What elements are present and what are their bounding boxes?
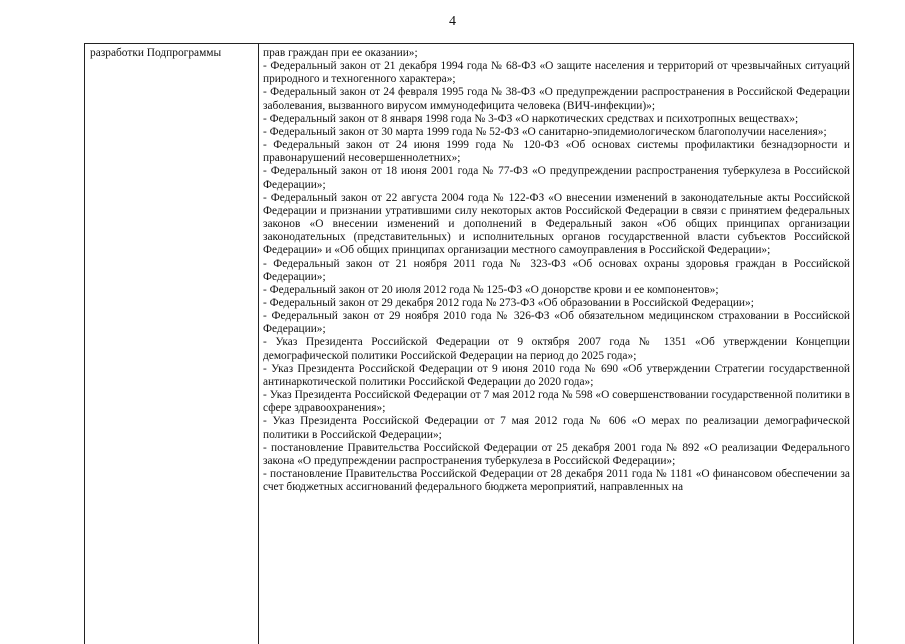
list-item: - Федеральный закон от 21 ноября 2011 года № 323-ФЗ «Об основах охраны здоровья граждан в Российской Федерации»; [263, 257, 850, 283]
list-item: - Указ Президента Российской Федерации от 7 мая 2012 года № 606 «О мерах по реализации демографической политики в Российской Федерации»; [263, 415, 850, 441]
list-item: - Федеральный закон от 8 января 1998 года № 3-ФЗ «О наркотических средствах и психотропных веществах»; [263, 112, 799, 125]
list-item: - Указ Президента Российской Федерации от 9 октября 2007 года № 1351 «Об утверждении Концепции демографической политики Российской Федерации на период до 2025 года»; [263, 336, 850, 362]
list-item: - Федеральный закон от 22 августа 2004 года № 122-ФЗ «О внесении изменений в законодательные акты Российской Федерации и признании утратившими силу некоторых актов Российской Федерации в связи с принятием федеральных законов «О внесении изменений и дополнений в Федеральный закон «Об общих принципах организации законодательных (представительных) и исполнительных органов государственной власти субъектов Российской Федерации» и «Об общих принципах организации местного самоуправления в Российской Федерации»; [263, 191, 850, 257]
list-item: - Федеральный закон от 29 декабря 2012 года № 273-ФЗ «Об образовании в Российской Федерации»; [263, 296, 754, 309]
table-cell-content [259, 44, 853, 644]
list-item: - Федеральный закон от 20 июля 2012 года № 125-ФЗ «О донорстве крови и ее компонентов»; [263, 283, 719, 296]
list-item: - Федеральный закон от 24 февраля 1995 года № 38-ФЗ «О предупреждении распространения в Российской Федерации заболевания, вызванного вирусом иммунодефицита человека (ВИЧ-инфекции)»; [263, 86, 850, 112]
list-item: - Указ Президента Российской Федерации от 9 июня 2010 года № 690 «Об утверждении Стратегии государственной антинаркотической политики Российской Федерации до 2020 года»; [263, 362, 850, 388]
program-table [84, 43, 854, 644]
table-cell-label [85, 44, 259, 644]
list-item: прав граждан при ее оказании»; [263, 47, 418, 59]
page-number: 4 [449, 14, 456, 29]
list-item: - постановление Правительства Российской Федерации от 25 декабря 2001 года № 892 «О реализации Федерального закона «О предупреждении распространения туберкулеза в Российской Федерации»; [263, 441, 850, 467]
list-item: - Федеральный закон от 30 марта 1999 года № 52-ФЗ «О санитарно-эпидемиологическом благополучии населения»; [263, 125, 827, 138]
cell-label-text: разработки Подпрограммы [90, 47, 222, 59]
list-item: - Указ Президента Российской Федерации от 7 мая 2012 года № 598 «О совершенствовании государственной политики в сфере здравоохранения»; [263, 389, 850, 415]
list-item: - Федеральный закон от 29 ноября 2010 года № 326-ФЗ «Об обязательном медицинском страховании в Российской Федерации»; [263, 310, 850, 336]
list-item: - Федеральный закон от 21 декабря 1994 года № 68-ФЗ «О защите населения и территорий от чрезвычайных ситуаций природного и техногенного характера»; [263, 60, 850, 86]
list-item: - Федеральный закон от 24 июня 1999 года № 120-ФЗ «Об основах системы профилактики безнадзорности и правонарушений несовершеннолетних»; [263, 139, 850, 165]
list-item: - постановление Правительства Российской Федерации от 28 декабря 2011 года № 1181 «О финансовом обеспечении за счет бюджетных ассигнований федерального бюджета мероприятий, направленных на [263, 468, 850, 494]
list-item: - Федеральный закон от 18 июня 2001 года № 77-ФЗ «О предупреждении распространения туберкулеза в Российской Федерации»; [263, 165, 850, 191]
